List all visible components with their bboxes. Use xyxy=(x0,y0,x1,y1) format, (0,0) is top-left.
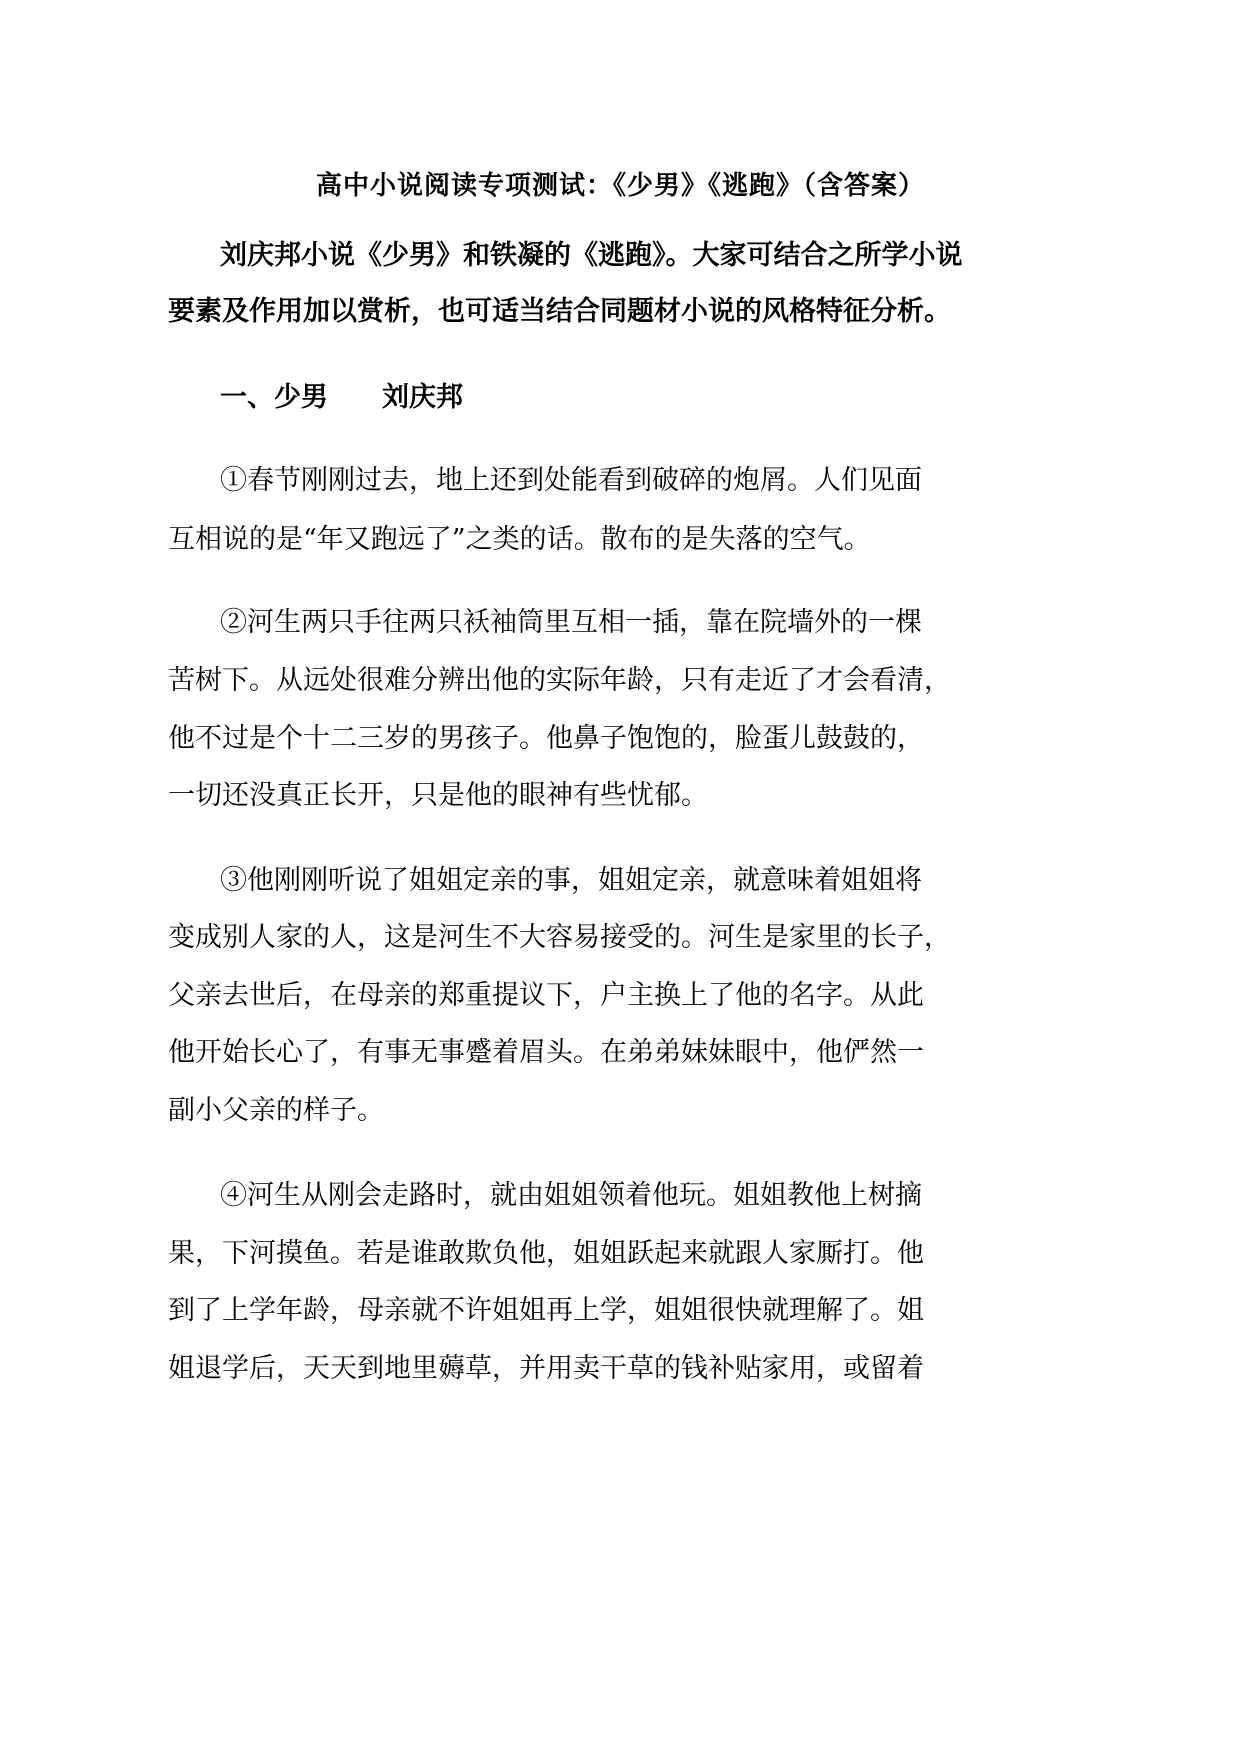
section-heading: 一、少男 刘庆邦 xyxy=(220,382,463,413)
paragraph-line: ①春节刚刚过去，地上还到处能看到破碎的炮屑。人们见面 xyxy=(220,465,922,496)
paragraph-line: ③他刚刚听说了姐姐定亲的事，姐姐定亲，就意味着姐姐将 xyxy=(220,865,922,896)
paragraph-line: 苦树下。从远处很难分辨出他的实际年龄，只有走近了才会看清， xyxy=(168,665,951,696)
paragraph-line: ②河生两只手往两只袄袖筒里互相一插，靠在院墙外的一棵 xyxy=(220,607,922,638)
intro-line: 刘庆邦小说《少男》和铁凝的《逃跑》。大家可结合之所学小说 xyxy=(220,240,963,271)
paragraph-line: 副小父亲的样子。 xyxy=(168,1095,384,1126)
paragraph-line: 到了上学年龄，母亲就不许姐姐再上学，姐姐很快就理解了。姐 xyxy=(168,1295,924,1326)
paragraph-line: 姐退学后，天天到地里薅草，并用卖干草的钱补贴家用，或留着 xyxy=(168,1353,924,1384)
paragraph-line: 果，下河摸鱼。若是谁敢欺负他，姐姐跃起来就跟人家厮打。他 xyxy=(168,1238,924,1269)
paragraph-line: 父亲去世后，在母亲的郑重提议下，户主换上了他的名字。从此 xyxy=(168,980,924,1011)
intro-line: 要素及作用加以赏析，也可适当结合同题材小说的风格特征分析。 xyxy=(168,296,951,327)
paragraph-line: 一切还没真正长开，只是他的眼神有些忧郁。 xyxy=(168,780,708,811)
paragraph-line: 互相说的是“年又跑远了”之类的话。散布的是失落的空气。 xyxy=(168,524,871,555)
paragraph-line: ④河生从刚会走路时，就由姐姐领着他玩。姐姐教他上树摘 xyxy=(220,1180,922,1211)
paragraph-line: 他开始长心了，有事无事蹙着眉头。在弟弟妹妹眼中，他俨然一 xyxy=(168,1037,924,1068)
paragraph-line: 变成别人家的人，这是河生不大容易接受的。河生是家里的长子， xyxy=(168,922,951,953)
document-title: 高中小说阅读专项测试：《少男》《逃跑》（含答案） xyxy=(315,171,925,201)
paragraph-line: 他不过是个十二三岁的男孩子。他鼻子饱饱的，脸蛋儿鼓鼓的， xyxy=(168,723,924,754)
